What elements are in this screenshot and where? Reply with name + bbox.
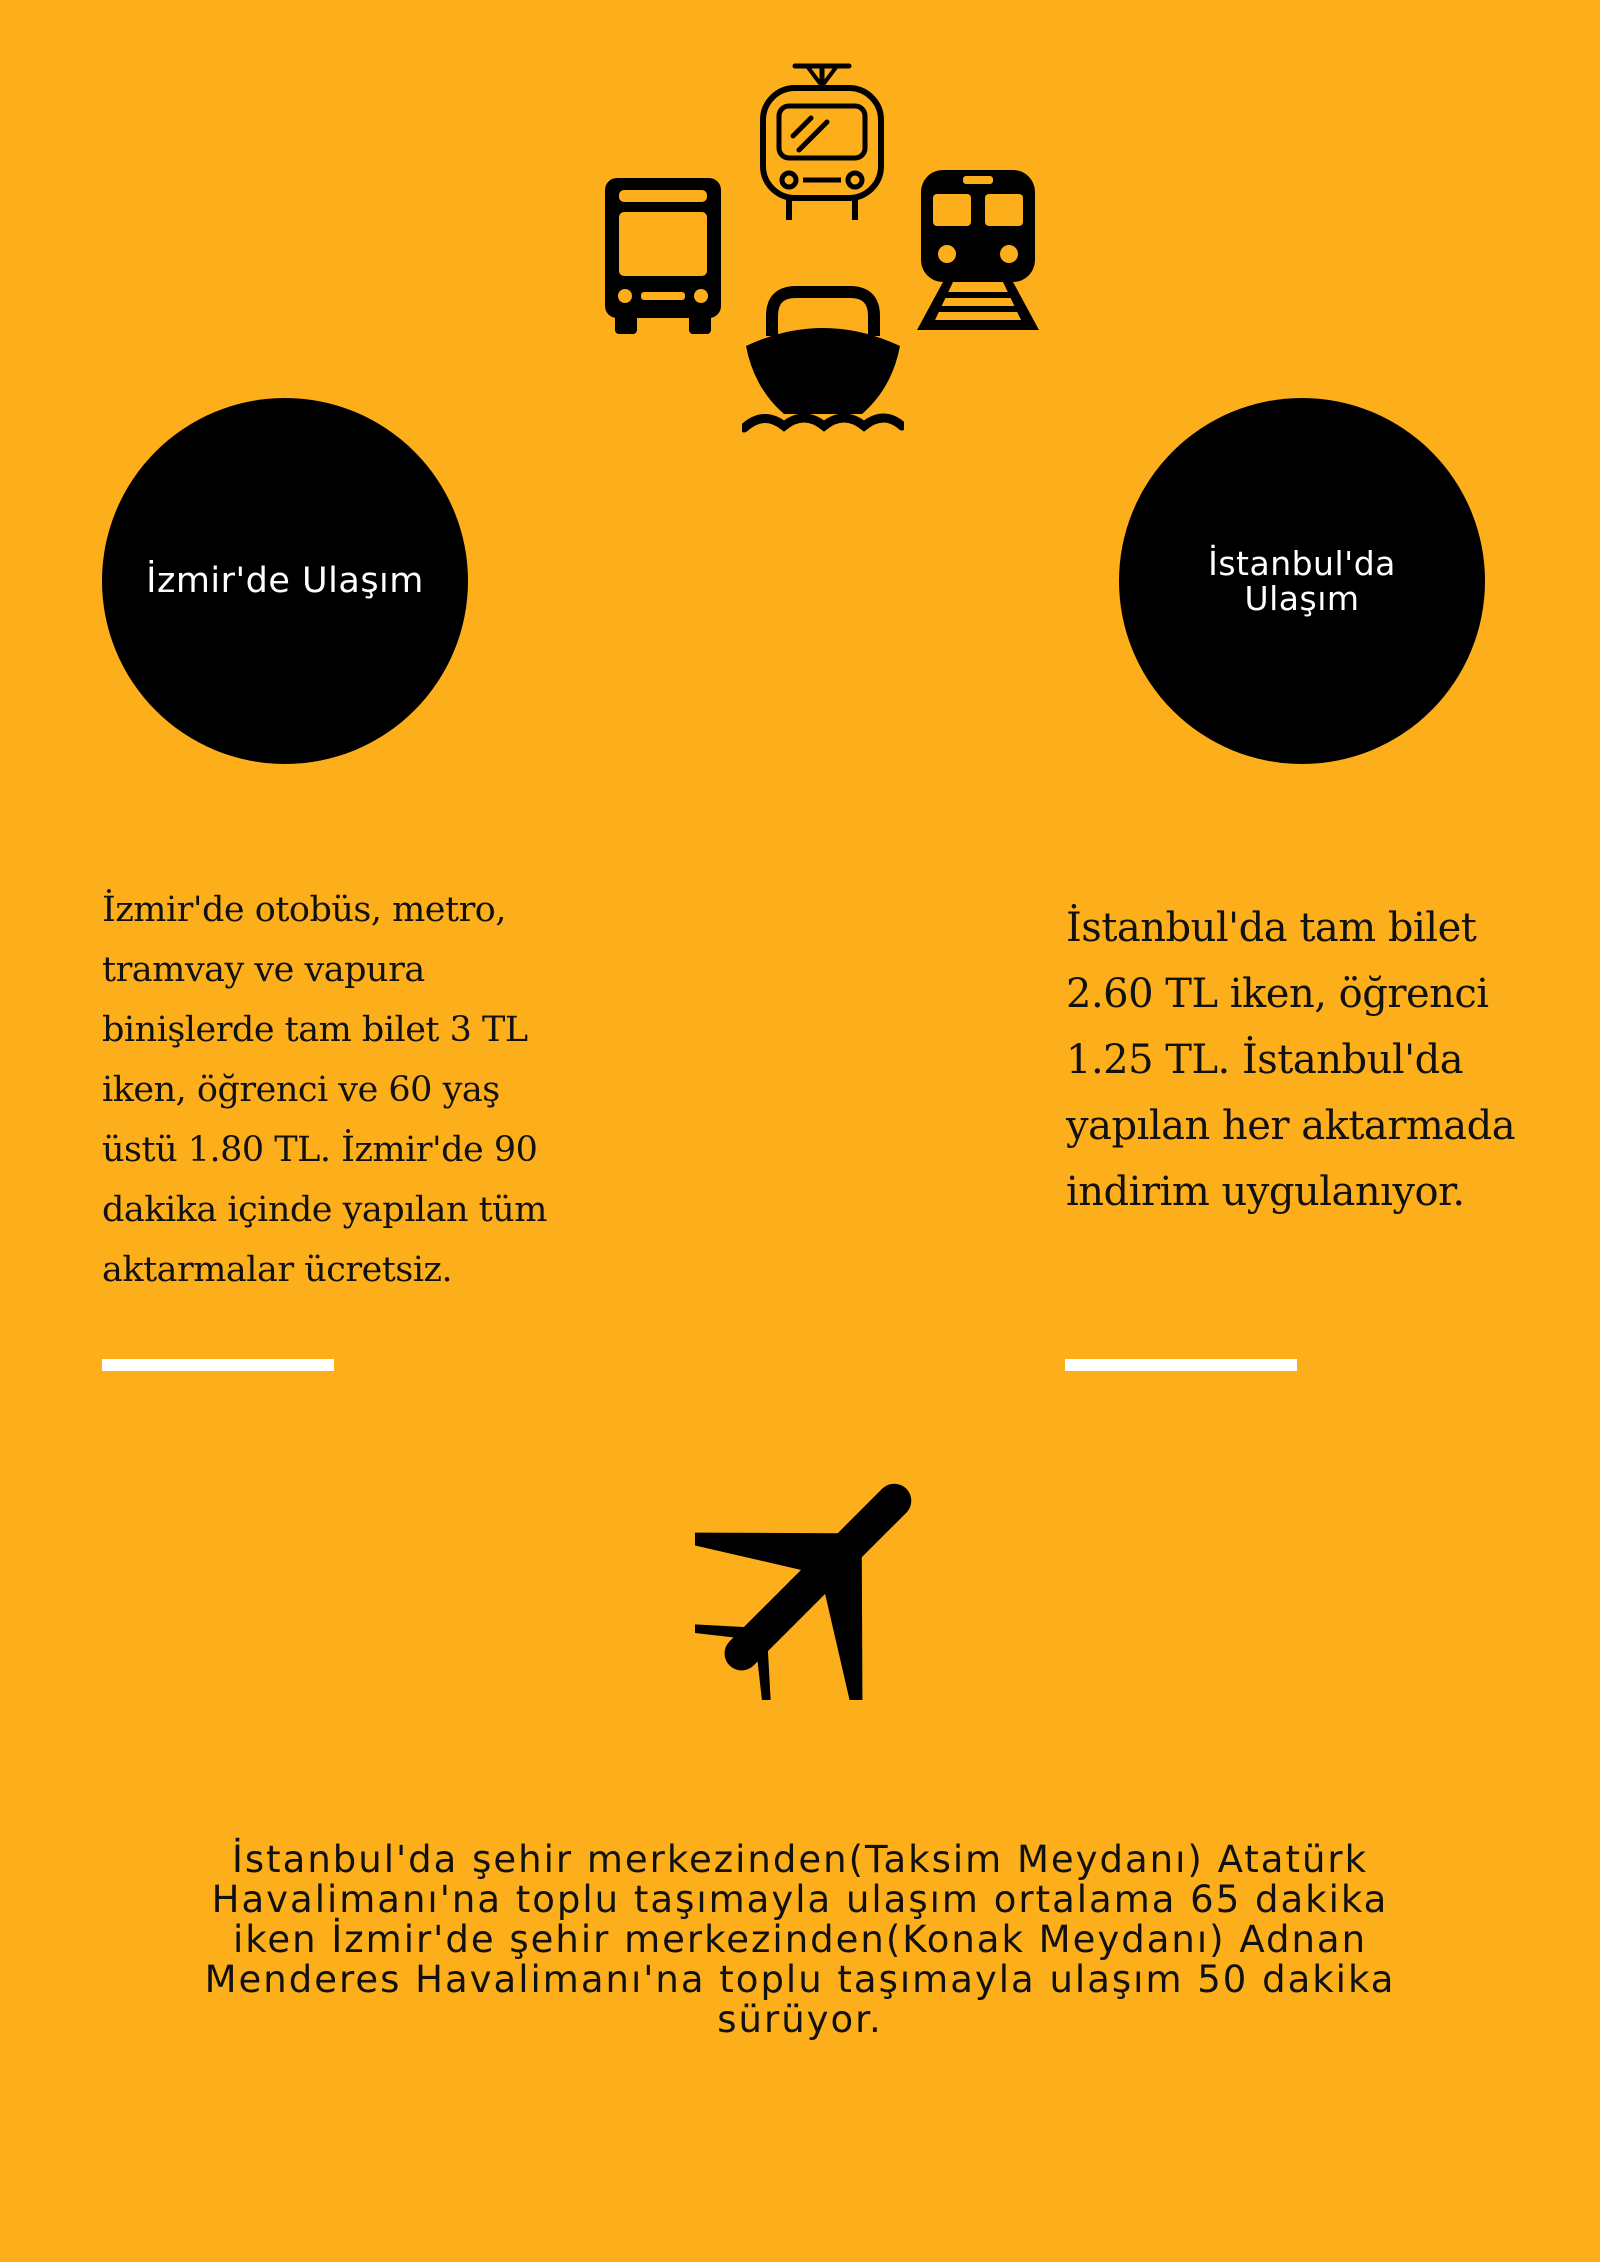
istanbul-title-circle: [1119, 398, 1485, 764]
izmir-description: İzmir'de otobüs, metro, tramvay ve vapura binişlerde tam bilet 3 TL iken, öğrenci ve 60 yaş üstü 1.80 TL. İzmir'de 90 dakika içinde yapılan tüm aktarmalar ücretsiz.: [102, 890, 547, 1290]
train-icon: [915, 168, 1041, 332]
tram-icon: [755, 62, 889, 224]
izmir-title: İzmir'de Ulaşım: [146, 560, 424, 601]
airport-travel-time-text: İstanbul'da şehir merkezinden(Taksim Meydanı) Atatürk Havalimanı'na toplu taşımayla ulaşım ortalama 65 dakika iken İzmir'de şehir merkezinden(Konak Meydanı) Adnan Menderes Havalimanı'na toplu taşımayla ulaşım 50 dakika sürüyor.: [204, 1838, 1396, 2041]
bus-icon: [603, 176, 723, 336]
izmir-divider: [102, 1359, 334, 1371]
airplane-icon: [695, 1440, 955, 1700]
istanbul-title: İstanbul'da Ulaşım: [1208, 544, 1396, 618]
ferry-icon: [742, 276, 904, 436]
istanbul-description: İstanbul'da tam bilet 2.60 TL iken, öğrenci 1.25 TL. İstanbul'da yapılan her aktarmada indirim uygulanıyor.: [1066, 905, 1516, 1215]
izmir-title-circle: [102, 398, 468, 764]
istanbul-divider: [1065, 1359, 1297, 1371]
